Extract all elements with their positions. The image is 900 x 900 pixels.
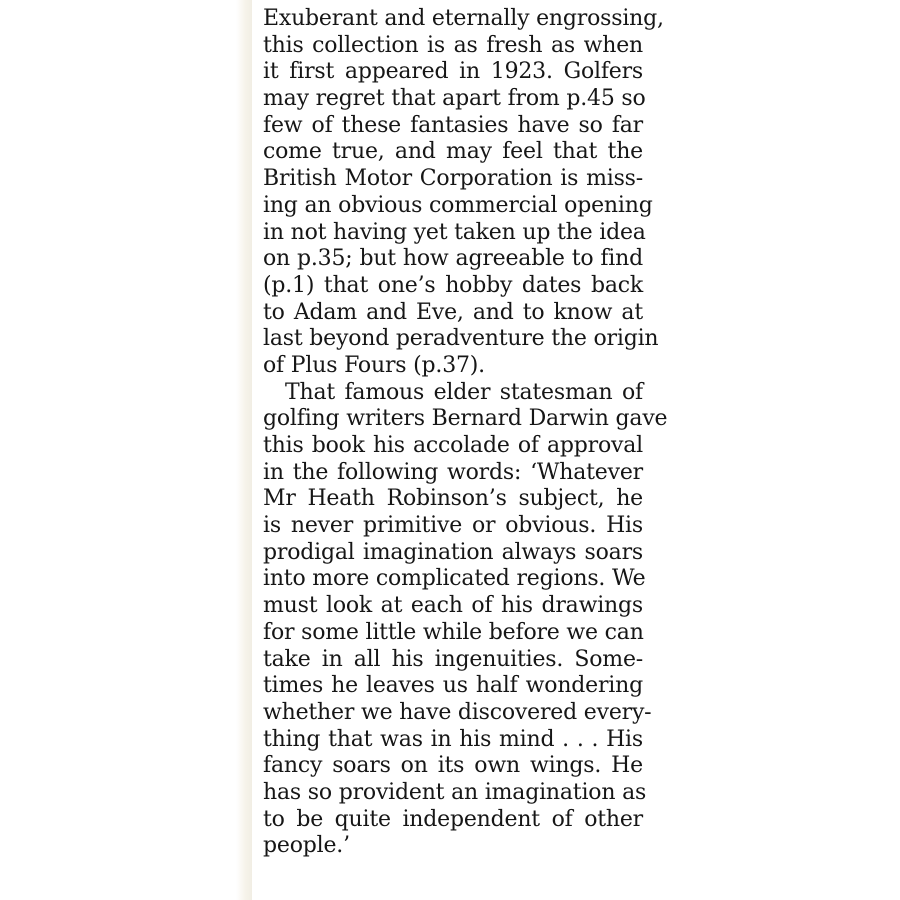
text-line: ing an obvious commercial opening [263, 192, 653, 218]
text-line: come true, and may feel that the [263, 139, 643, 165]
body-text-column [263, 6, 668, 860]
text-line: prodigal imagination always soars [263, 539, 643, 565]
text-line: British Motor Corporation is miss- [263, 166, 643, 192]
page-gutter-shadow [236, 0, 252, 900]
text-line: few of these fantasies have so far [263, 112, 643, 138]
text-line: for some little while before we can [263, 619, 644, 645]
text-line: in the following words: ‘Whatever [263, 459, 643, 485]
text-line: to Adam and Eve, and to know at [263, 299, 643, 325]
text-line: times he leaves us half wondering [263, 673, 643, 699]
text-line: to be quite independent of other [263, 806, 643, 832]
text-line: must look at each of his drawings [263, 593, 643, 619]
text-line: Exuberant and eternally engrossing, [263, 6, 664, 31]
text-line: last beyond peradventure the origin [263, 326, 659, 352]
text-line: this book his accolade of approval [263, 433, 643, 458]
text-line: fancy soars on its own wings. He [263, 753, 643, 779]
text-line: has so provident an imagination as [263, 779, 647, 805]
text-line: on p.35; but how agreeable to find [263, 246, 643, 272]
text-line: may regret that apart from p.45 so [263, 86, 646, 112]
text-line: people.’ [263, 833, 350, 859]
paragraph-2 [263, 379, 668, 860]
text-line: it first appeared in 1923. Golfers [263, 59, 643, 85]
text-line: thing that was in his mind . . . His [263, 726, 643, 752]
text-line: take in all his ingenuities. Some- [263, 646, 643, 672]
text-line: in not having yet taken up the idea [263, 219, 646, 245]
paragraph-1 [263, 6, 664, 380]
text-line: of Plus Fours (p.37). [263, 352, 485, 378]
text-line: Mr Heath Robinson’s subject, he [263, 486, 643, 512]
text-line: this collection is as fresh as when [263, 32, 643, 58]
text-line: golfing writers Bernard Darwin gave [263, 406, 668, 432]
text-line: That famous elder statesman of [285, 379, 643, 405]
text-line: (p.1) that one’s hobby dates back [263, 272, 643, 298]
text-line: whether we have discovered every- [263, 699, 652, 725]
text-line: is never primitive or obvious. His [263, 513, 643, 539]
text-line: into more complicated regions. We [263, 566, 646, 592]
